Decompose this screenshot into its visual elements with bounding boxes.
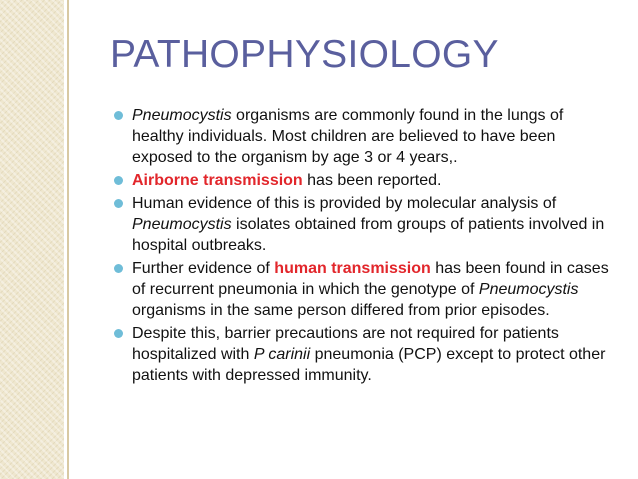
bullet-text: organisms are commonly found in the lungs of healthy individuals. Most children are believed to have been exposed to the organism by age 3 or 4 years,. (132, 107, 564, 166)
bullet-dot-icon (114, 111, 123, 120)
bullet-text-italic: P carinii (253, 346, 311, 363)
bullet-text: isolates obtained from groups of patients involved in hospital outbreaks. (132, 216, 605, 254)
bullet-text-highlight: human transmission (274, 260, 431, 277)
bullet-item (114, 193, 619, 256)
bullet-text: Despite this, barrier precautions are not required for patients hospitalized with (132, 325, 559, 363)
bullet-text-italic: Pneumocystis (478, 281, 579, 298)
bullet-item (114, 323, 619, 386)
bullet-dot-icon (114, 264, 123, 273)
bullet-item (114, 258, 619, 321)
bullet-text-italic: Pneumocystis (132, 216, 232, 233)
bullet-text-italic: Pneumocystis (132, 107, 232, 124)
decorative-side-band (0, 0, 64, 479)
bullet-item (114, 105, 619, 168)
decorative-side-line (67, 0, 69, 479)
bullet-text: pneumonia (PCP) except to protect other patients with depressed immunity. (132, 346, 606, 384)
bullet-dot-icon (114, 176, 123, 185)
bullet-dot-icon (114, 329, 123, 338)
bullet-text-highlight: Airborne transmission (132, 172, 303, 189)
bullet-text: has been found in cases of recurrent pneumonia in which the genotype of (132, 260, 609, 298)
bullet-text: organisms in the same person differed from prior episodes. (132, 302, 550, 319)
bullet-text: Human evidence of this is provided by molecular analysis of (132, 195, 557, 212)
slide-title: PATHOPHYSIOLOGY (110, 33, 499, 76)
bullet-list (114, 105, 619, 388)
bullet-dot-icon (114, 199, 123, 208)
bullet-text: Further evidence of (132, 260, 275, 277)
bullet-item (114, 170, 619, 191)
bullet-text: has been reported. (302, 172, 442, 189)
